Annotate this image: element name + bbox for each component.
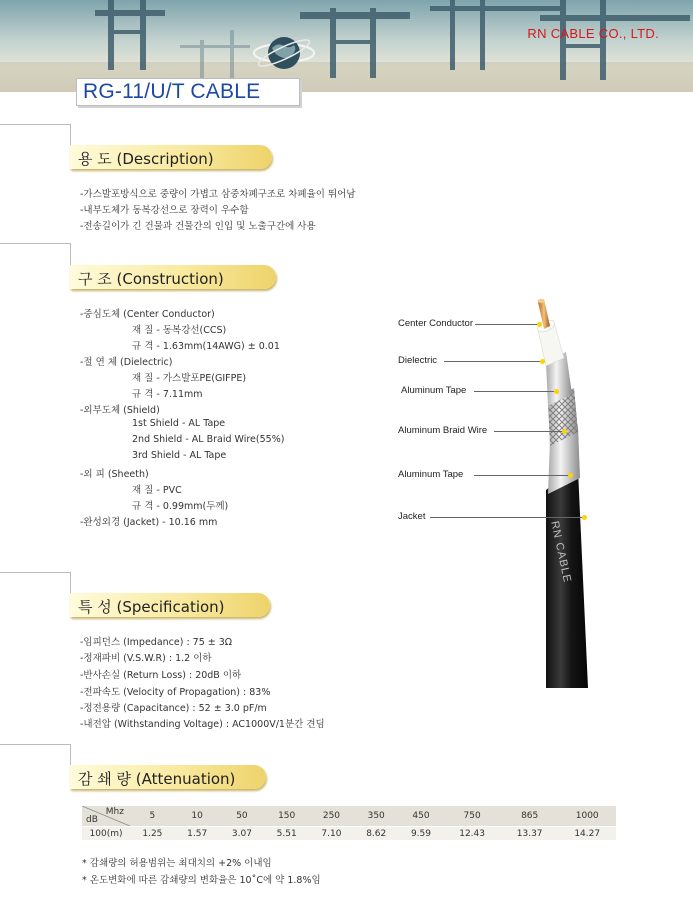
leader-line [444, 361, 540, 362]
label-aluminum-tape: Aluminum Tape [401, 385, 467, 396]
section-header-specification [70, 593, 270, 617]
table-corner-cell [82, 806, 130, 827]
construction-line: 1st Shield - AL Tape [132, 418, 226, 429]
company-name: RN CABLE CO., LTD. [527, 26, 659, 41]
construction-line: 재 질 - 동복강선(CCS) [132, 325, 227, 336]
specification-line: -내전압 (Withstanding Voltage) : AC1000V/1분간 견딤 [80, 719, 325, 730]
section-bracket [0, 744, 71, 777]
leader-line [474, 475, 568, 476]
value-cell: 13.37 [501, 827, 559, 841]
label-jacket: Jacket [398, 511, 426, 522]
construction-line: -완성외경 (Jacket) - 10.16 mm [80, 517, 218, 528]
value-cell: 1.25 [130, 827, 175, 841]
value-cell: 7.10 [309, 827, 354, 841]
attenuation-note: * 온도변화에 따른 감쇄량의 변화율은 10˚C에 약 1.8%임 [82, 875, 321, 886]
construction-line: 규 격 - 0.99mm(두께) [132, 501, 229, 512]
freq-cell: 150 [264, 806, 309, 827]
value-cell: 14.27 [558, 827, 616, 841]
specification-line: -정재파비 (V.S.W.R) : 1.2 이하 [80, 653, 212, 664]
freq-cell: 50 [220, 806, 265, 827]
cable-print-text: RN CABLE [548, 520, 574, 585]
value-cell: 8.62 [354, 827, 399, 841]
construction-line: 규 격 - 7.11mm [132, 389, 203, 400]
specification-line: -반사손실 (Return Loss) : 20dB 이하 [80, 670, 242, 681]
freq-cell: 750 [443, 806, 501, 827]
freq-cell: 1000 [558, 806, 616, 827]
section-title: 구 조 (Construction) [78, 270, 224, 288]
leader-line [474, 391, 554, 392]
row-label: 100(m) [82, 827, 130, 841]
section-header-construction [70, 265, 276, 289]
table-row [82, 827, 616, 841]
value-cell: 9.59 [399, 827, 444, 841]
construction-line: 2nd Shield - AL Braid Wire(55%) [132, 434, 285, 445]
leader-line [430, 517, 582, 518]
section-bracket [0, 243, 71, 276]
construction-line: -외 피 (Sheeth) [80, 469, 149, 480]
value-cell: 5.51 [264, 827, 309, 841]
label-aluminum-tape-outer: Aluminum Tape [398, 469, 464, 480]
freq-cell: 865 [501, 806, 559, 827]
value-cell: 12.43 [443, 827, 501, 841]
specification-line: -전파속도 (Velocity of Propagation) : 83% [80, 687, 271, 698]
leader-line [494, 431, 562, 432]
section-header-attenuation [70, 765, 266, 789]
leader-line [475, 324, 537, 325]
construction-line: -외부도체 (Shield) [80, 405, 160, 416]
title-box [76, 78, 300, 106]
description-line: -내부도체가 동복강선으로 장력이 우수함 [80, 205, 249, 216]
value-cell: 3.07 [220, 827, 265, 841]
freq-cell: 250 [309, 806, 354, 827]
freq-cell: 10 [175, 806, 220, 827]
construction-line: 3rd Shield - AL Tape [132, 450, 227, 461]
page-title: RG-11/U/T CABLE [83, 80, 261, 103]
marker-dot [537, 322, 542, 327]
specification-line: -정전용량 (Capacitance) : 52 ± 3.0 pF/m [80, 703, 267, 714]
section-header-description [70, 145, 272, 169]
cable-cross-section-diagram [520, 290, 670, 700]
marker-dot [568, 473, 573, 478]
marker-dot [562, 429, 567, 434]
corner-mhz: Mhz [105, 807, 124, 817]
section-title: 감 쇄 량 (Attenuation) [78, 770, 236, 788]
description-line: -가스발포방식으로 중량이 가볍고 삼중차폐구조로 차폐율이 뛰어남 [80, 189, 356, 200]
section-bracket [0, 124, 71, 157]
description-line: -전송길이가 긴 건물과 건물간의 인입 및 노출구간에 사용 [80, 221, 316, 232]
freq-cell: 350 [354, 806, 399, 827]
specification-line: -임피던스 (Impedance) : 75 ± 3Ω [80, 637, 233, 648]
table-header-row [82, 806, 616, 827]
construction-line: -중심도체 (Center Conductor) [80, 309, 215, 320]
freq-cell: 5 [130, 806, 175, 827]
section-title: 특 성 (Specification) [78, 598, 225, 616]
label-dielectric: Dielectric [398, 355, 438, 366]
section-title: 용 도 (Description) [78, 150, 214, 168]
construction-line: 재 질 - 가스발포PE(GIFPE) [132, 373, 247, 384]
section-bracket [0, 572, 71, 605]
marker-dot [540, 359, 545, 364]
attenuation-table [82, 806, 616, 840]
attenuation-note: * 감쇄량의 허용범위는 최대치의 +2% 이내임 [82, 858, 272, 869]
marker-dot [554, 389, 559, 394]
construction-line: 규 격 - 1.63mm(14AWG) ± 0.01 [132, 341, 280, 352]
label-aluminum-braid-wire: Aluminum Braid Wire [398, 425, 488, 436]
corner-db: dB [86, 815, 98, 825]
freq-cell: 450 [399, 806, 444, 827]
construction-line: -절 연 체 (Dielectric) [80, 357, 173, 368]
marker-dot [582, 515, 587, 520]
globe-logo-icon [252, 28, 316, 78]
label-center-conductor: Center Conductor [398, 318, 473, 329]
construction-line: 재 질 - PVC [132, 485, 182, 496]
value-cell: 1.57 [175, 827, 220, 841]
